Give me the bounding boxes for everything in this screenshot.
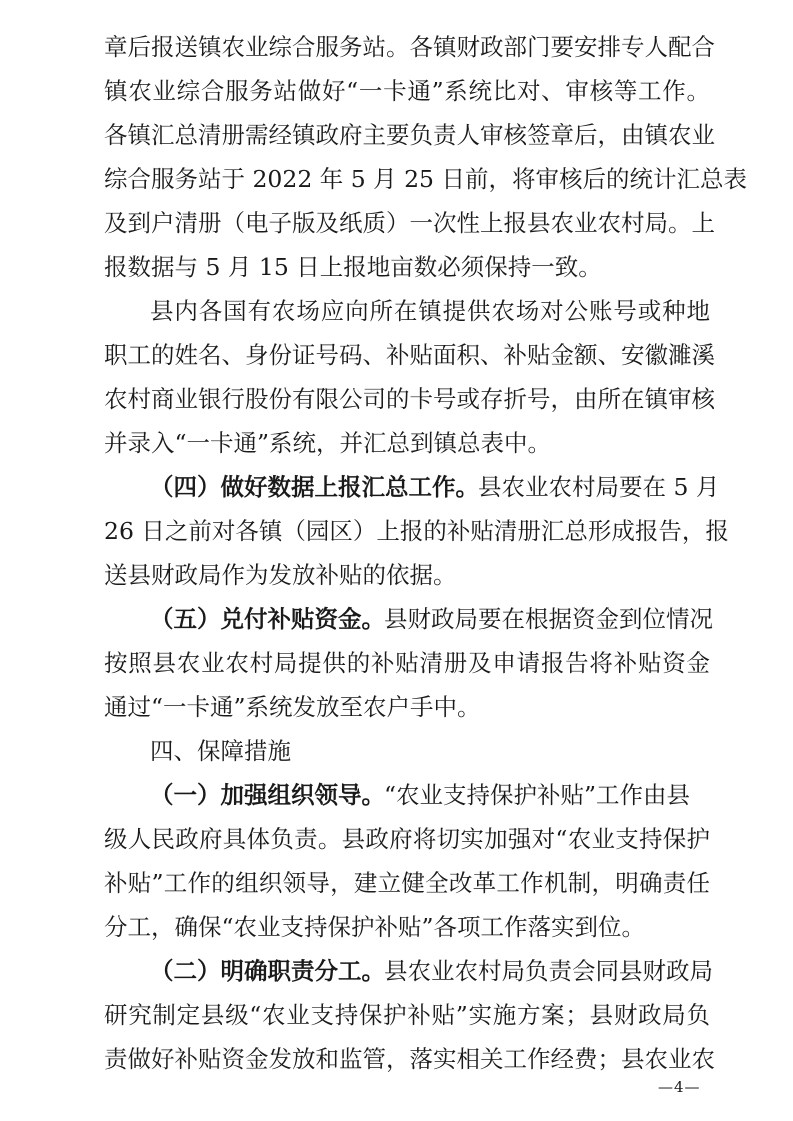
- section-heading-5: （五）兑付补贴资金。: [150, 605, 385, 633]
- paragraph-line: 农村商业银行股份有限公司的卡号或存折号，由所在镇审核: [104, 385, 715, 413]
- paragraph-line: 及到户清册（电子版及纸质）一次性上报县农业农村局。上: [104, 209, 715, 237]
- paragraph-line: 县农业农村局负责会同县财政局: [384, 957, 713, 985]
- paragraph-line: 研究制定县级“农业支持保护补贴”实施方案；县财政局负: [104, 1001, 710, 1029]
- paragraph-line: 职工的姓名、身份证号码、补贴面积、补贴金额、安徽濉溪: [104, 341, 715, 369]
- paragraph-line: 送县财政局作为发放补贴的依据。: [104, 561, 457, 589]
- paragraph-line: 责做好补贴资金发放和监管，落实相关工作经费；县农业农: [104, 1045, 715, 1073]
- paragraph-line: “农业支持保护补贴”工作由县: [384, 781, 691, 809]
- paragraph-line: 综合服务站于 2022 年 5 月 25 日前，将审核后的统计汇总表: [104, 165, 747, 193]
- paragraph-line: 级人民政府具体负责。县政府将切实加强对“农业支持保护: [104, 825, 710, 853]
- paragraph-line: 分工，确保“农业支持保护补贴”各项工作落实到位。: [104, 913, 646, 941]
- paragraph-line: 并录入“一卡通”系统，并汇总到镇总表中。: [104, 429, 552, 457]
- paragraph-line: 县财政局要在根据资金到位情况: [384, 605, 713, 633]
- paragraph-line: 镇农业综合服务站做好“一卡通”系统比对、审核等工作。: [104, 77, 710, 105]
- section-heading-1: （一）加强组织领导。: [150, 781, 385, 809]
- paragraph-line: 补贴”工作的组织领导，建立健全改革工作机制，明确责任: [104, 869, 710, 897]
- paragraph-line: 按照县农业农村局提供的补贴清册及申请报告将补贴资金: [104, 649, 710, 677]
- page-number: —4—: [658, 1078, 701, 1096]
- paragraph-line: 报数据与 5 月 15 日上报地亩数必须保持一致。: [104, 253, 602, 281]
- section-heading-2: （二）明确职责分工。: [150, 957, 385, 985]
- chapter-heading: 四、保障措施: [150, 737, 291, 765]
- paragraph-line: 26 日之前对各镇（园区）上报的补贴清册汇总形成报告，报: [104, 517, 729, 545]
- paragraph-line: 章后报送镇农业综合服务站。各镇财政部门要安排专人配合: [104, 33, 715, 61]
- paragraph-line: 县农业农村局要在 5 月: [478, 473, 720, 501]
- section-heading-4: （四）做好数据上报汇总工作。: [150, 473, 479, 501]
- paragraph-line: 各镇汇总清册需经镇政府主要负责人审核签章后，由镇农业: [104, 121, 715, 149]
- paragraph-line: 县内各国有农场应向所在镇提供农场对公账号或种地: [150, 297, 710, 325]
- paragraph-line: 通过“一卡通”系统发放至农户手中。: [104, 693, 481, 721]
